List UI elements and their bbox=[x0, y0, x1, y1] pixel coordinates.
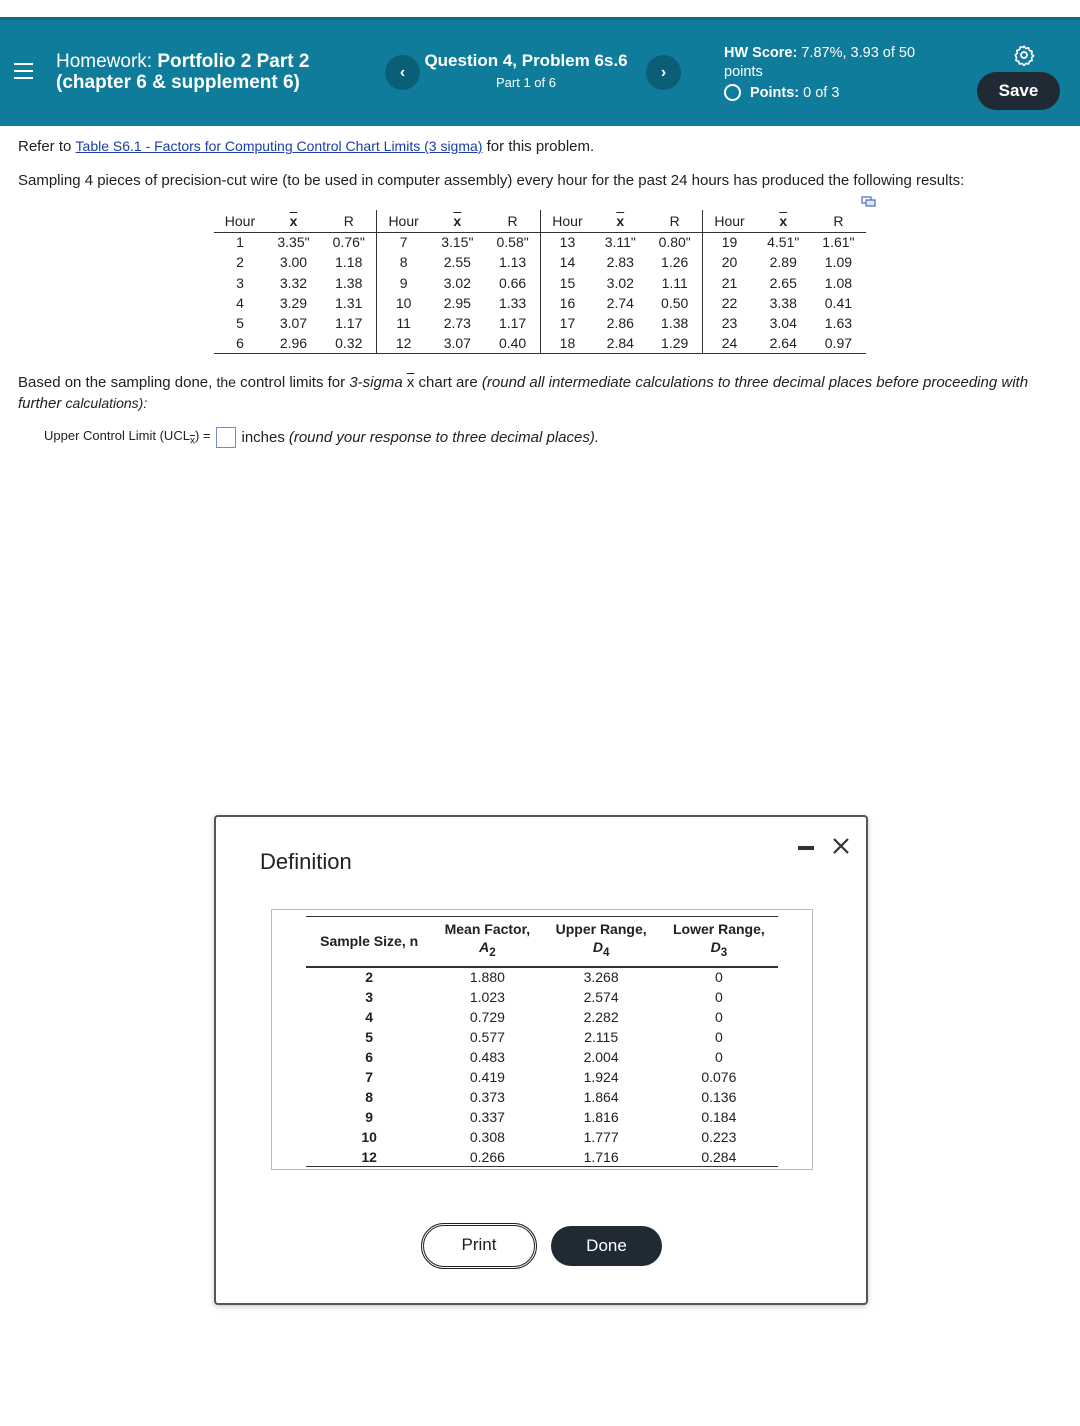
d4-cell: 2.115 bbox=[584, 1028, 619, 1045]
question-title: Question 4, Problem 6s.6 bbox=[424, 51, 628, 70]
r-cell: 1.11 bbox=[647, 273, 703, 293]
d3-cell: 0 bbox=[714, 1028, 723, 1045]
d4-cell: 2.574 bbox=[583, 988, 619, 1005]
col-xbar: $\overline{x}$ bbox=[756, 210, 811, 232]
col-mean-factor: Mean Factor, $A_2$ bbox=[432, 917, 542, 967]
a2-cell: 0.483 bbox=[469, 1048, 505, 1065]
factors-row bbox=[306, 1047, 778, 1067]
col-sample-size: Sample Size, n bbox=[306, 917, 432, 967]
homework-title bbox=[56, 51, 356, 93]
d4-cell: 3.268 bbox=[583, 969, 619, 986]
xbar-cell: 2.64 bbox=[756, 333, 811, 353]
col-lower-range: Lower Range, $D_3$ bbox=[660, 917, 778, 967]
col-hour: Hour bbox=[703, 210, 756, 232]
d3-cell: 0.284 bbox=[660, 1147, 778, 1167]
hour-cell: 2 bbox=[236, 254, 244, 271]
sample-size-cell: 4 bbox=[365, 1008, 374, 1025]
dialog-title: Definition bbox=[260, 849, 352, 874]
xbar-cell: 2.96 bbox=[266, 333, 321, 353]
xbar-cell: 3.04 bbox=[769, 315, 797, 332]
done-button[interactable]: Done bbox=[551, 1226, 662, 1266]
a2-cell: 0.308 bbox=[469, 1128, 505, 1145]
d3-cell: 0 bbox=[714, 1048, 723, 1065]
table-row bbox=[214, 293, 866, 313]
factors-row bbox=[306, 1107, 778, 1127]
r-cell: 1.17 bbox=[485, 313, 541, 333]
hour-cell: 14 bbox=[559, 254, 576, 271]
ucl-hint: (round your response to three decimal places). bbox=[288, 429, 600, 446]
next-question-button[interactable]: › bbox=[646, 55, 681, 90]
col-r: R bbox=[485, 210, 541, 232]
xbar-cell: 3.11" bbox=[604, 234, 636, 251]
r-cell: 1.33 bbox=[485, 293, 541, 313]
r-cell: 1.08 bbox=[824, 274, 853, 291]
xbar-cell: 2.74 bbox=[606, 295, 634, 312]
control-chart-factors-table bbox=[306, 916, 778, 1167]
homework-name: Portfolio 2 Part 2 (chapter 6 & supplement 6) bbox=[56, 51, 310, 93]
d3-cell: 0 bbox=[714, 1008, 723, 1025]
ucl-answer-input[interactable] bbox=[216, 427, 236, 448]
d3-cell: 0.184 bbox=[701, 1108, 737, 1125]
sample-size-cell: 10 bbox=[361, 1128, 377, 1145]
xbar-cell: 3.02 bbox=[606, 274, 634, 291]
assignment-header bbox=[0, 20, 1080, 126]
factors-row bbox=[306, 1007, 778, 1027]
refer-suffix: for this problem. bbox=[486, 138, 595, 155]
previous-question-button[interactable]: ‹ bbox=[385, 55, 420, 90]
r-cell: 0.41 bbox=[824, 295, 853, 312]
r-cell: 1.63 bbox=[824, 315, 853, 332]
d4-cell: 1.816 bbox=[583, 1108, 619, 1125]
points-label: Points: bbox=[750, 84, 800, 101]
factors-header-row bbox=[306, 917, 778, 967]
d4-cell: 1.864 bbox=[583, 1088, 619, 1105]
a2-cell: 0.337 bbox=[469, 1108, 505, 1125]
d4-cell: 1.924 bbox=[583, 1068, 619, 1085]
a2-cell: 0.577 bbox=[469, 1028, 505, 1045]
hour-cell: 9 bbox=[399, 274, 408, 291]
xbar-cell: 3.02 bbox=[443, 274, 471, 291]
factors-row bbox=[306, 1027, 778, 1047]
hour-cell: 24 bbox=[703, 333, 756, 353]
r-cell: 1.09 bbox=[824, 254, 853, 271]
hour-cell: 19 bbox=[721, 234, 738, 251]
hour-cell: 3 bbox=[236, 274, 244, 291]
col-xbar: $\overline{x}$ bbox=[430, 210, 485, 232]
ucl-question bbox=[44, 427, 599, 448]
d3-cell: 0 bbox=[714, 988, 723, 1005]
r-cell: 0.66 bbox=[485, 273, 541, 293]
a2-cell: 0.373 bbox=[469, 1088, 505, 1105]
control-limits-instruction: Based on the sampling done, the control limits for 3-sigma $\overline{x}$ chart are (round all intermediate calculations to three decimal places before proceeding with further calculations): bbox=[18, 374, 1029, 412]
sampling-text: Sampling 4 pieces of precision-cut wire (to be used in computer assembly) every hour for the past 24 hours has produced the following results: bbox=[18, 172, 965, 189]
col-xbar: $\overline{x}$ bbox=[594, 210, 647, 232]
sample-size-cell: 5 bbox=[365, 1028, 374, 1045]
xbar-cell: 3.00 bbox=[279, 254, 308, 271]
col-r: R bbox=[647, 210, 703, 232]
col-hour: Hour bbox=[214, 210, 266, 232]
hour-cell: 15 bbox=[559, 274, 576, 291]
d3-cell: 0.136 bbox=[701, 1088, 737, 1105]
table-row bbox=[214, 252, 866, 272]
d4-cell: 2.282 bbox=[583, 1008, 619, 1025]
xbar-cell: 2.65 bbox=[769, 274, 797, 291]
question-part: Part 1 of 6 bbox=[496, 75, 556, 90]
table-header-row bbox=[214, 210, 866, 232]
refer-line bbox=[18, 138, 594, 155]
xbar-cell: 2.55 bbox=[443, 254, 471, 271]
xbar-cell: 3.32 bbox=[279, 274, 308, 291]
r-cell: 1.26 bbox=[647, 252, 703, 272]
r-cell: 1.38 bbox=[321, 273, 377, 293]
hour-cell: 17 bbox=[559, 315, 576, 332]
points-status bbox=[724, 84, 839, 101]
definition-dialog bbox=[214, 815, 868, 1305]
factors-row bbox=[306, 987, 778, 1007]
hour-cell: 6 bbox=[214, 333, 266, 353]
hour-cell: 20 bbox=[721, 254, 738, 271]
factors-row bbox=[306, 1127, 778, 1147]
xbar-cell: 2.89 bbox=[769, 254, 797, 271]
sample-size-cell: 9 bbox=[365, 1108, 374, 1125]
a2-cell: 1.880 bbox=[469, 969, 505, 986]
points-circle-icon bbox=[724, 84, 741, 101]
factors-table-box bbox=[271, 909, 813, 1170]
sample-size-cell: 12 bbox=[306, 1147, 432, 1167]
a2-cell: 1.023 bbox=[469, 988, 505, 1005]
hour-cell: 1 bbox=[236, 234, 244, 251]
xbar-cell: 3.07 bbox=[279, 315, 308, 332]
hour-cell: 21 bbox=[721, 274, 738, 291]
hour-cell: 11 bbox=[396, 315, 411, 332]
sample-size-cell: 6 bbox=[365, 1048, 374, 1065]
r-cell: 0.32 bbox=[321, 333, 377, 353]
d3-cell: 0.223 bbox=[701, 1128, 737, 1145]
xbar-cell: 3.38 bbox=[769, 295, 797, 312]
minimize-icon[interactable] bbox=[798, 842, 814, 854]
xbar-cell: 2.84 bbox=[594, 333, 647, 353]
hour-cell: 18 bbox=[541, 333, 594, 353]
ucl-units: inches bbox=[241, 429, 285, 446]
sample-size-cell: 7 bbox=[365, 1068, 374, 1085]
homework-prefix: Homework: bbox=[56, 51, 153, 72]
copy-table-icon[interactable] bbox=[861, 196, 876, 208]
xbar-cell: 3.35" bbox=[277, 234, 310, 251]
factors-row bbox=[306, 1067, 778, 1087]
d3-cell: 0 bbox=[714, 969, 723, 986]
col-r: R bbox=[321, 210, 377, 232]
hamburger-menu-icon[interactable] bbox=[14, 63, 33, 79]
a2-cell: 0.266 bbox=[432, 1147, 542, 1167]
r-cell: 1.13 bbox=[485, 252, 541, 272]
xbar-cell: 4.51" bbox=[767, 234, 800, 251]
d3-cell: 0.076 bbox=[701, 1068, 737, 1085]
save-button[interactable]: Save bbox=[977, 72, 1060, 110]
r-cell: 1.38 bbox=[647, 313, 703, 333]
sampling-results-table bbox=[214, 210, 866, 354]
a2-cell: 0.729 bbox=[469, 1008, 505, 1025]
r-cell: 1.18 bbox=[321, 252, 377, 272]
ucl-label: Upper Control Limit $(UCL_{\overline{x}})$ = bbox=[44, 428, 211, 447]
d4-cell: 1.777 bbox=[583, 1128, 619, 1145]
r-cell: 1.61" bbox=[822, 234, 855, 251]
hour-cell: 16 bbox=[559, 295, 576, 312]
points-value: 0 of 3 bbox=[803, 84, 840, 101]
factors-row bbox=[306, 1087, 778, 1107]
hour-cell: 22 bbox=[721, 295, 738, 312]
hour-cell: 12 bbox=[377, 333, 430, 353]
hw-score bbox=[724, 44, 944, 82]
r-cell: 0.97 bbox=[811, 333, 866, 353]
hour-cell: 10 bbox=[395, 295, 412, 312]
hw-score-value: 7.87%, 3.93 of 50 points bbox=[724, 45, 916, 80]
factors-row bbox=[306, 1147, 778, 1167]
settings-gear-icon[interactable] bbox=[1013, 44, 1035, 66]
table-row bbox=[214, 333, 866, 353]
r-cell: 1.29 bbox=[647, 333, 703, 353]
xbar-cell: 2.83 bbox=[606, 254, 634, 271]
d4-cell: 1.716 bbox=[543, 1147, 660, 1167]
sample-size-cell: 2 bbox=[365, 969, 374, 986]
sample-size-cell: 8 bbox=[365, 1088, 374, 1105]
hour-cell: 7 bbox=[399, 234, 408, 251]
hour-cell: 5 bbox=[236, 315, 244, 332]
hour-cell: 13 bbox=[559, 234, 576, 251]
hour-cell: 4 bbox=[236, 295, 244, 312]
refer-prefix: Refer to bbox=[18, 138, 72, 155]
xbar-cell: 2.73 bbox=[443, 315, 471, 332]
r-cell: 1.17 bbox=[321, 313, 377, 333]
r-cell: 0.58" bbox=[485, 232, 541, 252]
print-button[interactable]: Print bbox=[421, 1223, 537, 1269]
xbar-cell: 2.86 bbox=[606, 315, 634, 332]
sample-size-cell: 3 bbox=[365, 988, 374, 1005]
table-row bbox=[214, 232, 866, 252]
col-r: R bbox=[811, 210, 866, 232]
r-cell: 0.40 bbox=[485, 333, 541, 353]
factors-row bbox=[306, 967, 778, 987]
table-row bbox=[214, 313, 866, 333]
col-hour: Hour bbox=[377, 210, 430, 232]
d4-cell: 2.004 bbox=[583, 1048, 619, 1065]
hour-cell: 23 bbox=[721, 315, 738, 332]
r-cell: 1.31 bbox=[321, 293, 377, 313]
col-hour: Hour bbox=[541, 210, 594, 232]
xbar-cell: 3.15" bbox=[441, 234, 474, 251]
a2-cell: 0.419 bbox=[469, 1068, 505, 1085]
r-cell: 0.76" bbox=[321, 232, 377, 252]
r-cell: 0.50 bbox=[647, 293, 703, 313]
table-row bbox=[214, 273, 866, 293]
table-s6-1-link[interactable]: Table S6.1 - Factors for Computing Control Chart Limits (3 sigma) bbox=[75, 138, 483, 154]
xbar-cell: 2.95 bbox=[443, 295, 471, 312]
close-icon[interactable] bbox=[830, 835, 852, 857]
col-xbar: $\overline{x}$ bbox=[266, 210, 321, 232]
col-upper-range: Upper Range, $D_4$ bbox=[543, 917, 660, 967]
xbar-cell: 3.07 bbox=[430, 333, 485, 353]
r-cell: 0.80" bbox=[647, 232, 703, 252]
hw-score-label: HW Score: bbox=[724, 45, 798, 61]
hour-cell: 8 bbox=[399, 254, 408, 271]
xbar-cell: 3.29 bbox=[279, 295, 308, 312]
